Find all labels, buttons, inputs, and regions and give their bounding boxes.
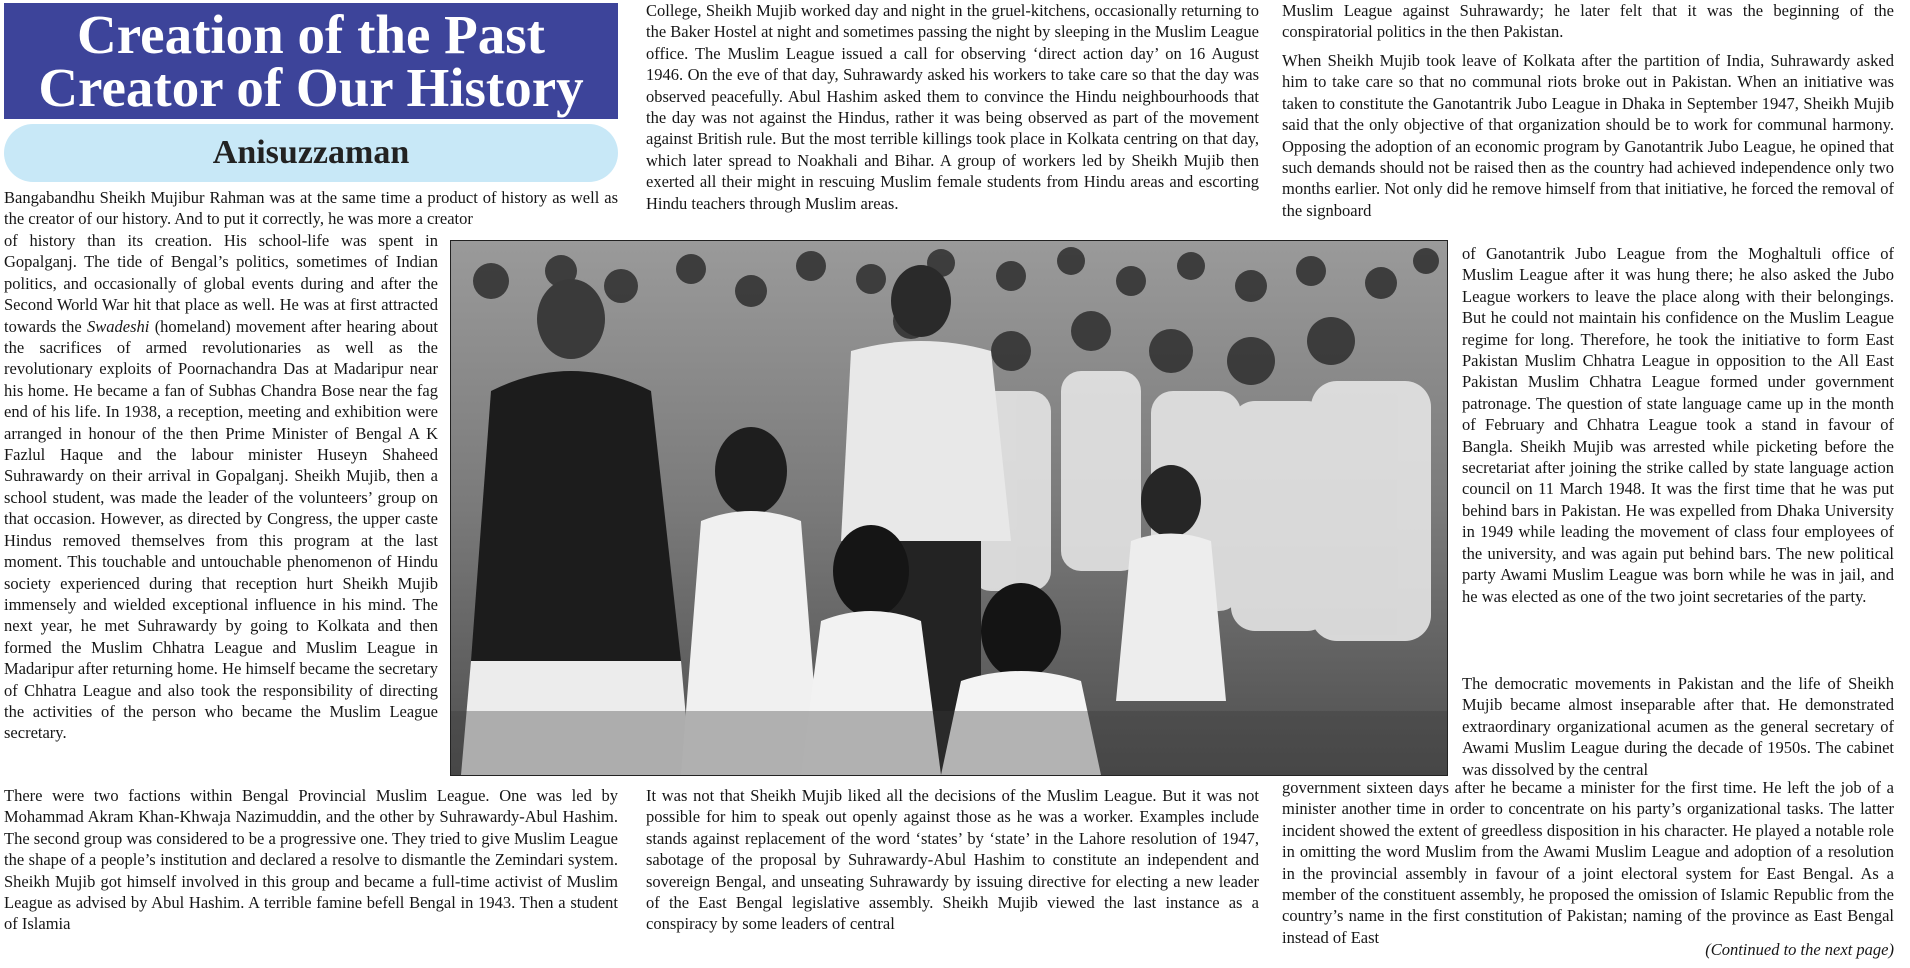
article-photo [450, 240, 1448, 776]
col3-p1-text: Muslim League against Suhrawardy; he later felt that it was the beginning of the conspiratorial politics in the then Pakistan. [1282, 1, 1894, 42]
col1-bottom [4, 785, 618, 935]
col3-p3-narrow-text: The democratic movements in Pakistan and the life of Sheikh Mujib became almost inseparable after that. He demonstrated extraordinary organizational acumen as the general secretary of Awami Muslim League during the decade of 1950s. The cabinet was dissolved by the central [1462, 674, 1894, 779]
continued-note: (Continued to the next page) [1705, 940, 1894, 959]
col2-bottom [646, 785, 1259, 935]
col1-narrow-a: of history than its creation. His school-life was spent in Gopalganj. The tide of Bengal’s politics, sometimes of Indian politics, and occasionally of global events during and after the Second World War hit that place as well. He was at first attracted towards the [4, 231, 438, 336]
col2-top-text: College, Sheikh Mujib worked day and night in the gruel-kitchens, occasionally returning to the Baker Hostel at night and sometimes passing the night by sleeping in the Muslim League office. The Muslim League issued a call for observing ‘direct action day’ on 16 August 1946. On the eve of that day, Suhrawardy asked his workers to take care so that the day was observed peacefully. Abul Hashim asked them to convince the Hindu neighbourhoods that the day was not against the Hindus, rather it was being observed as part of the movement against British rule. But the most terrible killings took place in Kolkata centring on that day, which later spread to Noakhali and Bihar. A group of workers led by Sheikh Mujib then exerted all their might in rescuing Muslim female students from Hindu areas and escorting Hindu teachers through Muslim areas. [646, 1, 1259, 213]
photograph-icon [451, 241, 1447, 775]
col3-p2-narrow-text: of Ganotantrik Jubo League from the Moghaltuli office of Muslim League after it was hung there; he also asked the Jubo League workers to leave the place along with their belongings. But he could not maintain his confidence on the Muslim League regime for long. Therefore, he took the initiative to form East Pakistan Muslim Chhatra League in opposition to the All East Pakistan Muslim Chhatra League formed under government patronage. The question of state language came up in the month of February and Chhatra League took a stand in favour of Bangla. Sheikh Mujib was arrested while picketing before the secretariat after joining the strike called by state language action council on 11 March 1948. It was the first time that he was put behind bars in Pakistan. He was expelled from Dhaka University in 1949 while leading the movement of class four employees of the university, and was again put behind bars. The new political party Awami Muslim League was born while he was in jail, and he was elected as one of the two joint secretaries of the party. [1462, 244, 1894, 606]
col1-intro [4, 187, 618, 230]
col1-narrow-text [4, 230, 438, 744]
swadeshi-term: Swadeshi [87, 316, 150, 336]
col3-p3-wide-text: government sixteen days after he became a minister for the first time. He left the job of a minister another time in order to concentrate on his party’s organizational tasks. The latter incident showed the extent of greedless disposition in his character. He played a notable role in omitting the word Muslim from the Awami Muslim League and adoption of a resolution in the provincial assembly in favour of a joint electoral system for East Bengal. As a member of the constituent assembly, he proposed the omission of Islamic Republic from the country’s name in the first constitution of Pakistan; naming of the province as East Bengal instead of East [1282, 778, 1894, 947]
col3-p2-wide [1282, 50, 1894, 221]
col3-p3-wide [1282, 777, 1894, 948]
col2-bottom-text: It was not that Sheikh Mujib liked all the decisions of the Muslim League. But it was not possible for him to speak out openly against those as he was a worker. Examples include stands against replacement of the word ‘states’ by ‘state’ in the Lahore resolution of 1947, sabotage of the proposal by Suhrawardy-Abul Hashim to constitute an independent and sovereign Bengal, and unseating Suhrawardy by issuing directive for electing a new leader of the East Bengal legislative assembly. Sheikh Mujib viewed the last instance as a conspiracy by some leaders of central [646, 786, 1259, 934]
author-byline: Anisuzzaman [4, 124, 618, 182]
article-title-line2: Creator of Our History [38, 57, 584, 118]
article-title-line1: Creation of the Past [77, 4, 545, 65]
col1-narrow [4, 230, 438, 744]
col1-narrow-b: (homeland) movement after hearing about the sacrifices of armed revolutionaries as well as the revolutionary exploits of Poornachandra Das at Madaripur near his home. He became a fan of Subhas Chandra Bose near the fag end of his life. In 1938, a reception, meeting and exhibition were arranged in honour of the then Prime Minister of Bengal A K Fazlul Haque and the labour minister Huseyn Shaheed Suhrawardy on their arrival in Gopalganj. Sheikh Mujib, then a school student, was made the leader of the volunteers’ group on that occasion. However, as directed by Congress, the upper caste Hindus removed themselves from this program at the last moment. This touchable and untouchable phenomenon of Hindu society experienced during that reception hurt Sheikh Mujib immensely and wielded exceptional influence in his mind. The next year, he met Suhrawardy by going to Kolkata and then formed the Muslim Chhatra League and Muslim League in Madaripur after returning home. He himself became the secretary of Chhatra League and also took the responsibility of directing the activities of the person who became the Muslim League secretary. [4, 316, 438, 743]
col1-intro-text: Bangabandhu Sheikh Mujibur Rahman was at the same time a product of history as well as the creator of our history. And to put it correctly, he was more a creator [4, 188, 618, 229]
col3-p3-narrow [1462, 673, 1894, 780]
col1-bottom-text: There were two factions within Bengal Provincial Muslim League. One was led by Mohammad Akram Khan-Khwaja Nazimuddin, and the other by Suhrawardy-Abul Hashim. The second group was considered to be a progressive one. They tried to give Muslim League the shape of a people’s institution and declared a resolve to dismantle the Zemindari system. Sheikh Mujib got himself involved in this group and became a full-time activist of Muslim League as advised by Abul Hashim. A terrible famine befell Bengal in 1943. Then a student of Islamia [4, 786, 618, 934]
col3-p1 [1282, 0, 1894, 43]
col3-p2-narrow [1462, 243, 1894, 607]
col2-top [646, 0, 1259, 214]
article-title-banner [4, 3, 618, 119]
col3-p2-wide-text: When Sheikh Mujib took leave of Kolkata after the partition of India, Suhrawardy asked him to take care so that no communal riots broke out in Pakistan. When an initiative was taken to constitute the Ganotantrik Jubo League in Dhaka in September 1947, Sheikh Mujib said that the only objective of that organization should be to work for communal harmony. Opposing the adoption of an economic program by Ganotantrik Jubo League, he opined that such demands should not be raised then as the country had achieved independence only two months earlier. Not only did he remove himself from that initiative, he forced the removal of the signboard [1282, 51, 1894, 220]
